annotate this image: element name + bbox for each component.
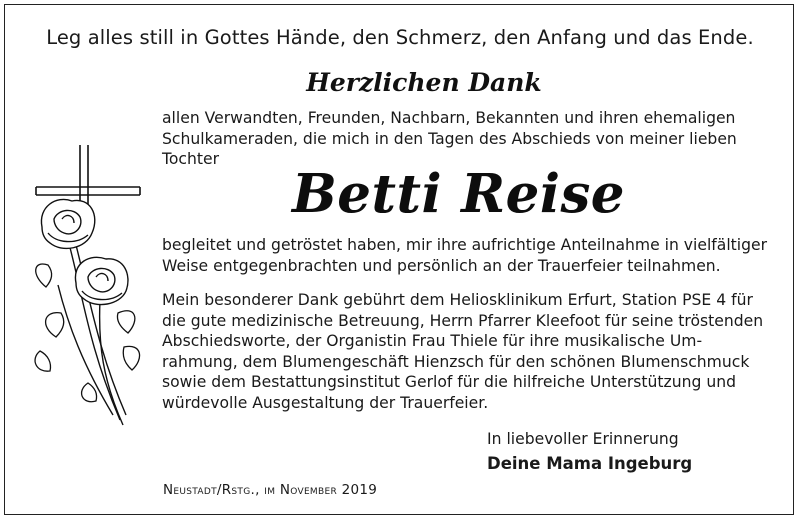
special-line: sowie dem Bestattungsinstitut Gerlof für die hilfreiche Unterstützung und xyxy=(162,373,736,391)
body-paragraph xyxy=(162,235,792,276)
motto: Leg alles still in Gottes Hände, den Schmerz, den Anfang und das Ende. xyxy=(46,26,754,49)
deceased-name: Betti Reise xyxy=(292,163,626,225)
heading: Herzlichen Dank xyxy=(306,68,542,97)
special-thanks-paragraph xyxy=(162,290,792,413)
special-line: Abschiedsworte, der Organistin Frau Thiele für ihre musikalische Um- xyxy=(162,332,703,350)
special-line: Mein besonderer Dank gebührt dem Heliosklinikum Erfurt, Station PSE 4 für xyxy=(162,291,753,309)
intro-line: Schulkameraden, die mich in den Tagen des Abschieds von meiner lieben xyxy=(162,129,737,148)
body-line: Weise entgegenbrachten und persönlich an der Trauerfeier teilnahmen. xyxy=(162,256,721,275)
closing-line: In liebevoller Erinnerung xyxy=(487,430,679,448)
intro-line: allen Verwandten, Freunden, Nachbarn, Bekannten und ihren ehemaligen xyxy=(162,109,736,127)
special-line: rahmung, dem Blumengeschäft Hienzsch für den schönen Blumenschmuck xyxy=(162,352,750,371)
special-line: die gute medizinische Betreuung, Herrn Pfarrer Kleefoot für seine tröstenden xyxy=(162,311,764,330)
special-line: würdevolle Ausgestaltung der Trauerfeier. xyxy=(162,393,489,412)
intro-line: Tochter xyxy=(162,150,219,168)
cross-with-roses-icon xyxy=(28,115,150,435)
signature: Deine Mama Ingeburg xyxy=(487,454,693,473)
place-date: Neustadt/Rstg., im November 2019 xyxy=(163,482,378,498)
intro-paragraph xyxy=(162,108,792,170)
body-line: begleitet und getröstet haben, mir ihre aufrichtige Anteilnahme in vielfältiger xyxy=(162,236,768,254)
